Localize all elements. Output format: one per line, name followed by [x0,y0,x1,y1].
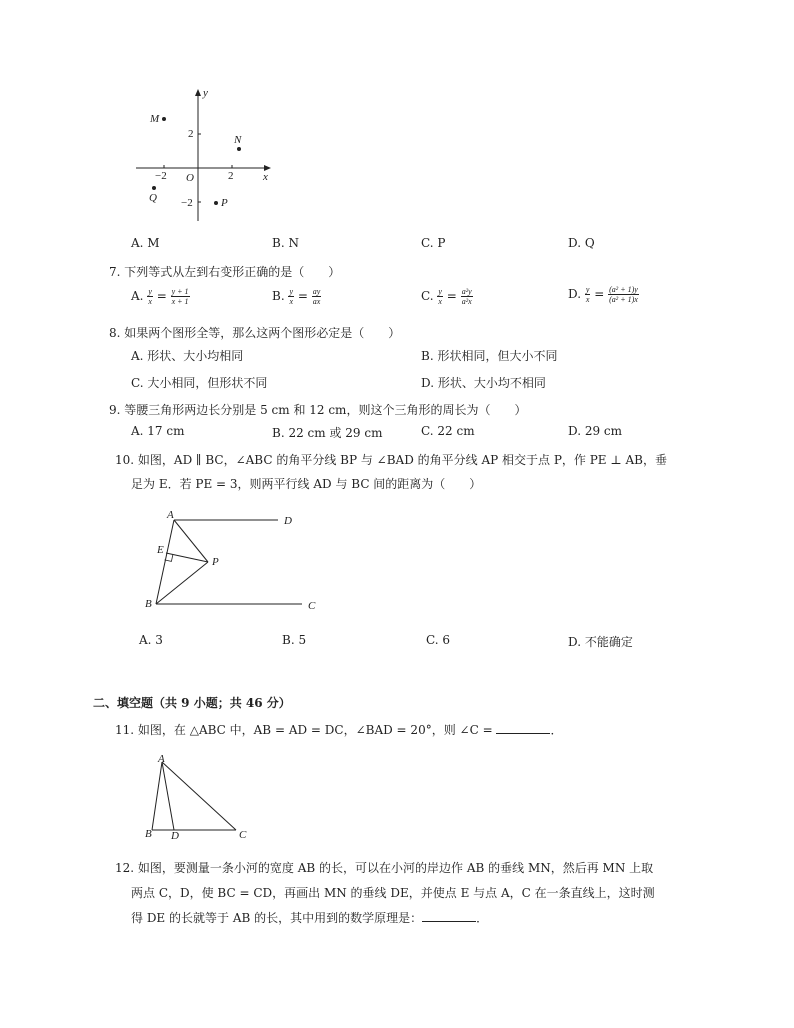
label-c: C [239,829,247,841]
q7-b-lhs: $\frac{y}{x}$ [289,287,294,306]
q7-option-c-label: C. [421,289,434,303]
axis-label-x: x [263,171,268,183]
q7-d-rhs: $\frac{\text{(a² + 1)y}}{\text{(a² + 1)x}}$ [609,285,638,304]
q7-c-lhs: $\frac{y}{x}$ [438,287,442,306]
q9-option-c[interactable]: C. 22 cm [421,424,475,438]
label-d: D [284,515,292,527]
q11-end: ． [550,723,563,737]
label-b: B [145,598,152,610]
point-n [237,147,241,151]
tick-x-neg: −2 [155,170,167,182]
q6-option-d[interactable]: D. Q [568,236,595,250]
q11-text [115,721,562,738]
q7-b-rhs: $\frac{ay}{ax}$ [312,287,321,306]
q6-option-b[interactable]: B. N [272,236,299,250]
q7-a-rhs: $\frac{y + 1}{x + 1}$ [171,287,189,306]
q6-coordinate-figure [130,84,280,224]
q7-a-eq: = [156,289,167,303]
q12-line-3-text: 得 DE 的长就等于 AB 的长，其中用到的数学原理是： [131,911,423,925]
q12-line-2: 两点 C，D，使 BC = CD，再画出 MN 的垂线 DE，并使点 E 与点 A，C 在一条直线上，这时测 [131,886,655,900]
q7-option-a-label: A. [131,289,144,303]
segment-ad [162,762,174,830]
q9-option-a[interactable]: A. 17 cm [131,424,185,438]
q7-stem: 7. 下列等式从左到右变形正确的是（ ） [109,265,341,279]
q12-answer-blank[interactable] [422,921,476,922]
q10-line-1: 10. 如图，AD ∥ BC，∠ABC 的角平分线 BP 与 ∠BAD 的角平分线 AP 相交于点 P，作 PE ⊥ AB，垂 [115,453,667,467]
q11-stem: 11. 如图，在 △ABC 中，AB = AD = DC，∠BAD = 20°，则 ∠C = [115,723,493,737]
q9-stem: 9. 等腰三角形两边长分别是 5 cm 和 12 cm，则这个三角形的周长为（ ） [109,403,527,417]
point-p [214,201,218,205]
point-q-label: Q [149,192,157,204]
q6-option-c[interactable]: C. P [421,236,446,250]
q8-stem: 8. 如果两个图形全等，那么这两个图形必定是（ ） [109,326,401,340]
label-d: D [171,830,179,842]
axis-label-y: y [203,87,208,99]
q10-line-2: 足为 E．若 PE = 3，则两平行线 AD 与 BC 间的距离为（ ） [131,477,482,491]
tick-y-pos: 2 [188,128,194,140]
q7-option-d[interactable] [568,285,639,304]
label-p: P [212,556,219,568]
q7-option-c[interactable] [421,287,473,306]
label-a: A [158,753,165,765]
label-a: A [167,509,174,521]
label-e: E [157,544,164,556]
q7-d-eq: = [594,287,605,301]
segment-ab [152,762,162,830]
q12-line-3 [131,909,488,926]
q6-option-a[interactable]: A. M [131,236,160,250]
q7-c-eq: = [446,289,457,303]
y-axis-arrow [195,89,201,96]
q7-option-b[interactable] [272,287,321,306]
q8-option-c[interactable]: C. 大小相同，但形状不同 [131,376,268,390]
q12-line-1: 12. 如图，要测量一条小河的宽度 AB 的长，可以在小河的岸边作 AB 的垂线 MN，然后再 MN 上取 [115,861,654,875]
label-b: B [145,828,152,840]
q10-option-c[interactable]: C. 6 [426,633,451,647]
q11-triangle-figure [140,752,250,842]
q10-option-a[interactable]: A. 3 [139,633,163,647]
q7-d-lhs: $\frac{y}{x}$ [585,285,590,304]
point-m-label: M [150,113,160,125]
q10-geometry-figure [136,508,336,618]
q7-option-a[interactable] [131,287,190,306]
q7-c-rhs: $\frac{\text{a²y}}{\text{a²x}}$ [461,287,472,306]
q8-option-d[interactable]: D. 形状、大小均不相同 [421,376,546,390]
q11-answer-blank[interactable] [496,733,550,734]
point-p-label: P [221,197,228,209]
label-c: C [308,600,316,612]
q10-option-d[interactable]: D. 不能确定 [568,635,633,649]
q10-option-b[interactable]: B. 5 [282,633,307,647]
q8-option-a[interactable]: A. 形状、大小均相同 [131,349,244,363]
q9-option-d[interactable]: D. 29 cm [568,424,623,438]
q7-option-b-label: B. [272,289,285,303]
point-n-label: N [234,134,242,146]
segment-ac [162,762,236,830]
section-2-title: 二、填空题（共 9 小题；共 46 分） [93,696,291,710]
q7-option-d-label: D. [568,287,582,301]
q9-option-b[interactable]: B. 22 cm 或 29 cm [272,426,383,440]
q7-b-eq: = [297,289,308,303]
q8-option-b[interactable]: B. 形状相同，但大小不同 [421,349,558,363]
tick-y-neg: −2 [181,197,193,209]
q7-a-lhs: $\frac{y}{x}$ [148,287,152,306]
q12-end: ． [476,911,489,925]
point-q [152,186,156,190]
origin-label: O [186,172,194,184]
point-m [162,117,166,121]
tick-x-pos: 2 [228,170,234,182]
